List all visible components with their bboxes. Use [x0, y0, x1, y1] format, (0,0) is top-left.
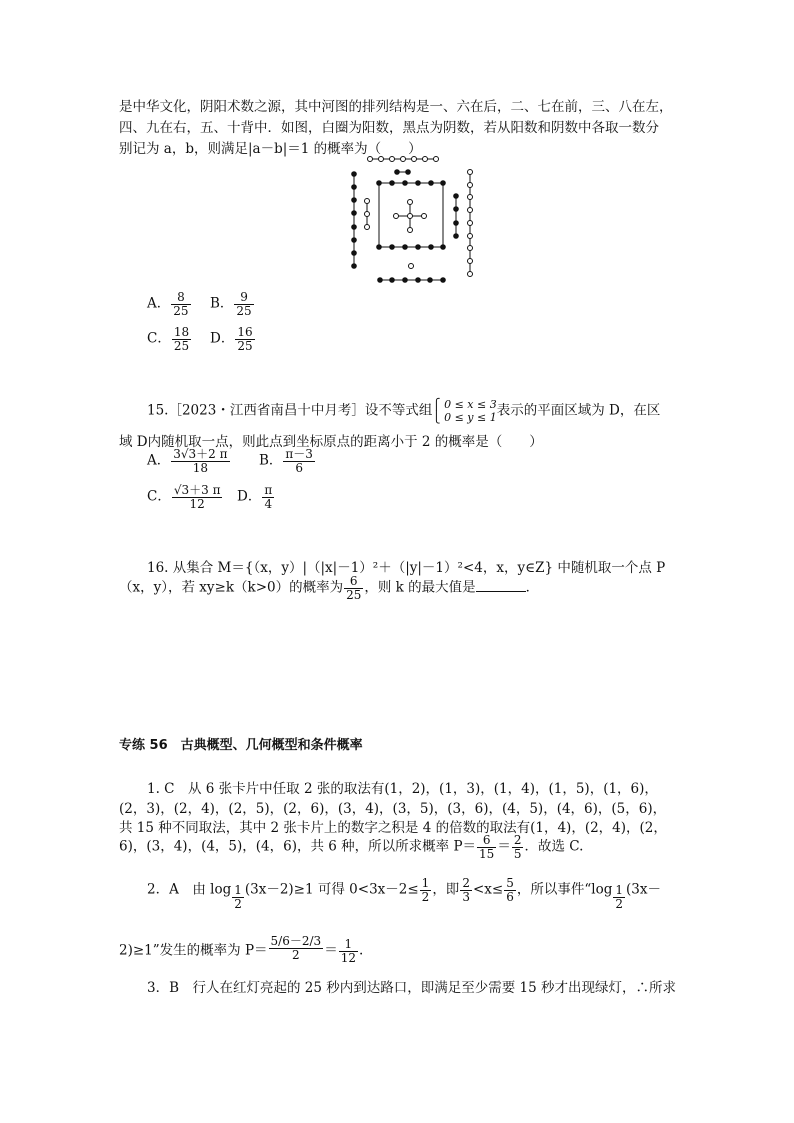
hetu-diagram-lines	[354, 159, 470, 280]
ans2-line-1: 2．A 由 log $\frac{1}{2}$ (3x－2)≥1 可得 0<3x－2≤ $\frac{1}{2}$ ，即 $\frac{2}{3}$ <x≤ $\frac{5}{6}$ ，所以事件“log $\frac{1}{2}$ (3x－	[147, 876, 661, 911]
q16-line-1: 16. 从集合 M＝{（x，y）|（|x|－1）²＋（|y|－1）²<4，x，y∈Z} 中随机取一个点 P	[147, 560, 666, 576]
ans2-fraction-five-sixths: $\frac{5}{6}$	[506, 876, 514, 904]
section-title: 专练 56 古典概型、几何概型和条件概率	[119, 738, 363, 753]
q16-probability-fraction: $\frac{6}{25}$	[346, 574, 362, 602]
q15-inequality-system: ⎧ 0 ≤ x ≤ 3 ⎩ 0 ≤ y ≤ 1	[432, 398, 497, 424]
q15-option-a: A． $\frac{3√3+2 \pi}{18}$	[147, 447, 228, 475]
ans1-line-1: 1. C 从 6 张卡片中任取 2 张的取法有(1，2)，(1，3)，(1，4)，(1，5)，(1，6)，	[147, 781, 658, 797]
ans2-fraction-half: $\frac{1}{2}$	[421, 876, 430, 904]
q14-line-3: 别记为 a，b，则满足|a－b|＝1 的概率为（ ）	[119, 141, 422, 157]
q15-option-a-fraction: $\frac{3√3+2 \pi}{18}$	[173, 447, 228, 475]
ans1-line-2: (2，3)，(2，4)，(2，5)，(2，6)，(3，4)，(3，5)，(3，6)，(4，5)，(4，6)，(5，6)，	[119, 801, 667, 817]
q15-option-b-fraction: $\frac{\pi-3}{6}$	[285, 447, 313, 475]
ans2-big-fraction: $\frac{5/6-2/3}{2}$	[270, 934, 322, 962]
q14-option-d-fraction: $\frac{16}{25}$	[237, 325, 253, 353]
q15-line-2: 域 D内随机取一点，则此点到坐标原点的距离小于 2 的概率是（ ）	[119, 434, 543, 450]
ans2-fraction-two-thirds: $\frac{2}{3}$	[462, 876, 470, 904]
q14-option-a-fraction: $\frac{8}{25}$	[173, 290, 189, 318]
ans3-line-1: 3．B 行人在红灯亮起的 25 秒内到达路口，即满足至少需要 15 秒才出现绿灯，∴所求	[147, 980, 677, 996]
q16-line-2: （x，y），若 xy≥k（k>0）的概率为 $\frac{6}{25}$ ，则 k 的最大值是 ．	[119, 574, 540, 602]
log-base-half-2: $\frac{1}{2}$	[615, 883, 623, 911]
hetu-diagram	[340, 150, 480, 290]
q14-option-c-fraction: $\frac{18}{25}$	[173, 325, 190, 353]
q14-line-2: 四、九在右，五、十背中．如图，白圈为阳数，黑点为阴数，若从阳数和阴数中各取一数分	[119, 120, 659, 136]
q14-line-1: 是中华文化，阴阳术数之源，其中河图的排列结构是一、六在后，二、七在前，三、八在左，	[119, 99, 673, 115]
q15-option-d: D． $\frac{\pi}{4}$	[237, 483, 273, 511]
ans2-line-2: 2)≥1”发生的概率为 P＝ $\frac{5/6-2/3}{2}$ ＝ $\frac{1}{12}$ .	[119, 934, 364, 965]
ans1-line-4: 6)，(3，4)，(4，5)，(4，6)，共 6 种，所以所求概率 P＝ $\frac{6}{15}$ ＝ $\frac{2}{5}$ ．故选 C.	[119, 833, 584, 861]
q15-option-b: B． $\frac{\pi-3}{6}$	[259, 447, 313, 475]
q15-option-d-fraction: $\frac{\pi}{4}$	[264, 483, 273, 511]
answer-blank	[476, 579, 526, 592]
ans2-fraction-one-twelfth: $\frac{1}{12}$	[340, 937, 356, 965]
q14-option-b-fraction: $\frac{9}{25}$	[236, 290, 252, 318]
log-base-half: $\frac{1}{2}$	[234, 883, 242, 911]
q15-option-c: C． $\frac{√3+3 \pi}{12}$	[147, 483, 221, 511]
ans1-line-3: 共 15 种不同取法，其中 2 张卡片上的数字之积是 4 的倍数的取法有(1，4)，(2，4)，(2，	[119, 820, 667, 836]
q14-option-b: B． $\frac{9}{25}$	[210, 290, 252, 318]
q15-line-1: 15.［2023・江西省南昌十中月考］设不等式组⎧ 0 ≤ x ≤ 3 ⎩ 0 ≤ y ≤ 1表示的平面区域为 D，在区	[147, 398, 661, 424]
ans1-fraction-2: $\frac{2}{5}$	[513, 833, 522, 861]
q14-option-d: D． $\frac{16}{25}$	[210, 325, 253, 353]
q15-option-c-fraction: $\frac{√3+3 \pi}{12}$	[173, 483, 221, 511]
ans1-fraction-1: $\frac{6}{15}$	[479, 833, 495, 861]
q14-option-a: A． $\frac{8}{25}$	[147, 290, 189, 318]
q14-option-c: C． $\frac{18}{25}$	[147, 325, 190, 353]
